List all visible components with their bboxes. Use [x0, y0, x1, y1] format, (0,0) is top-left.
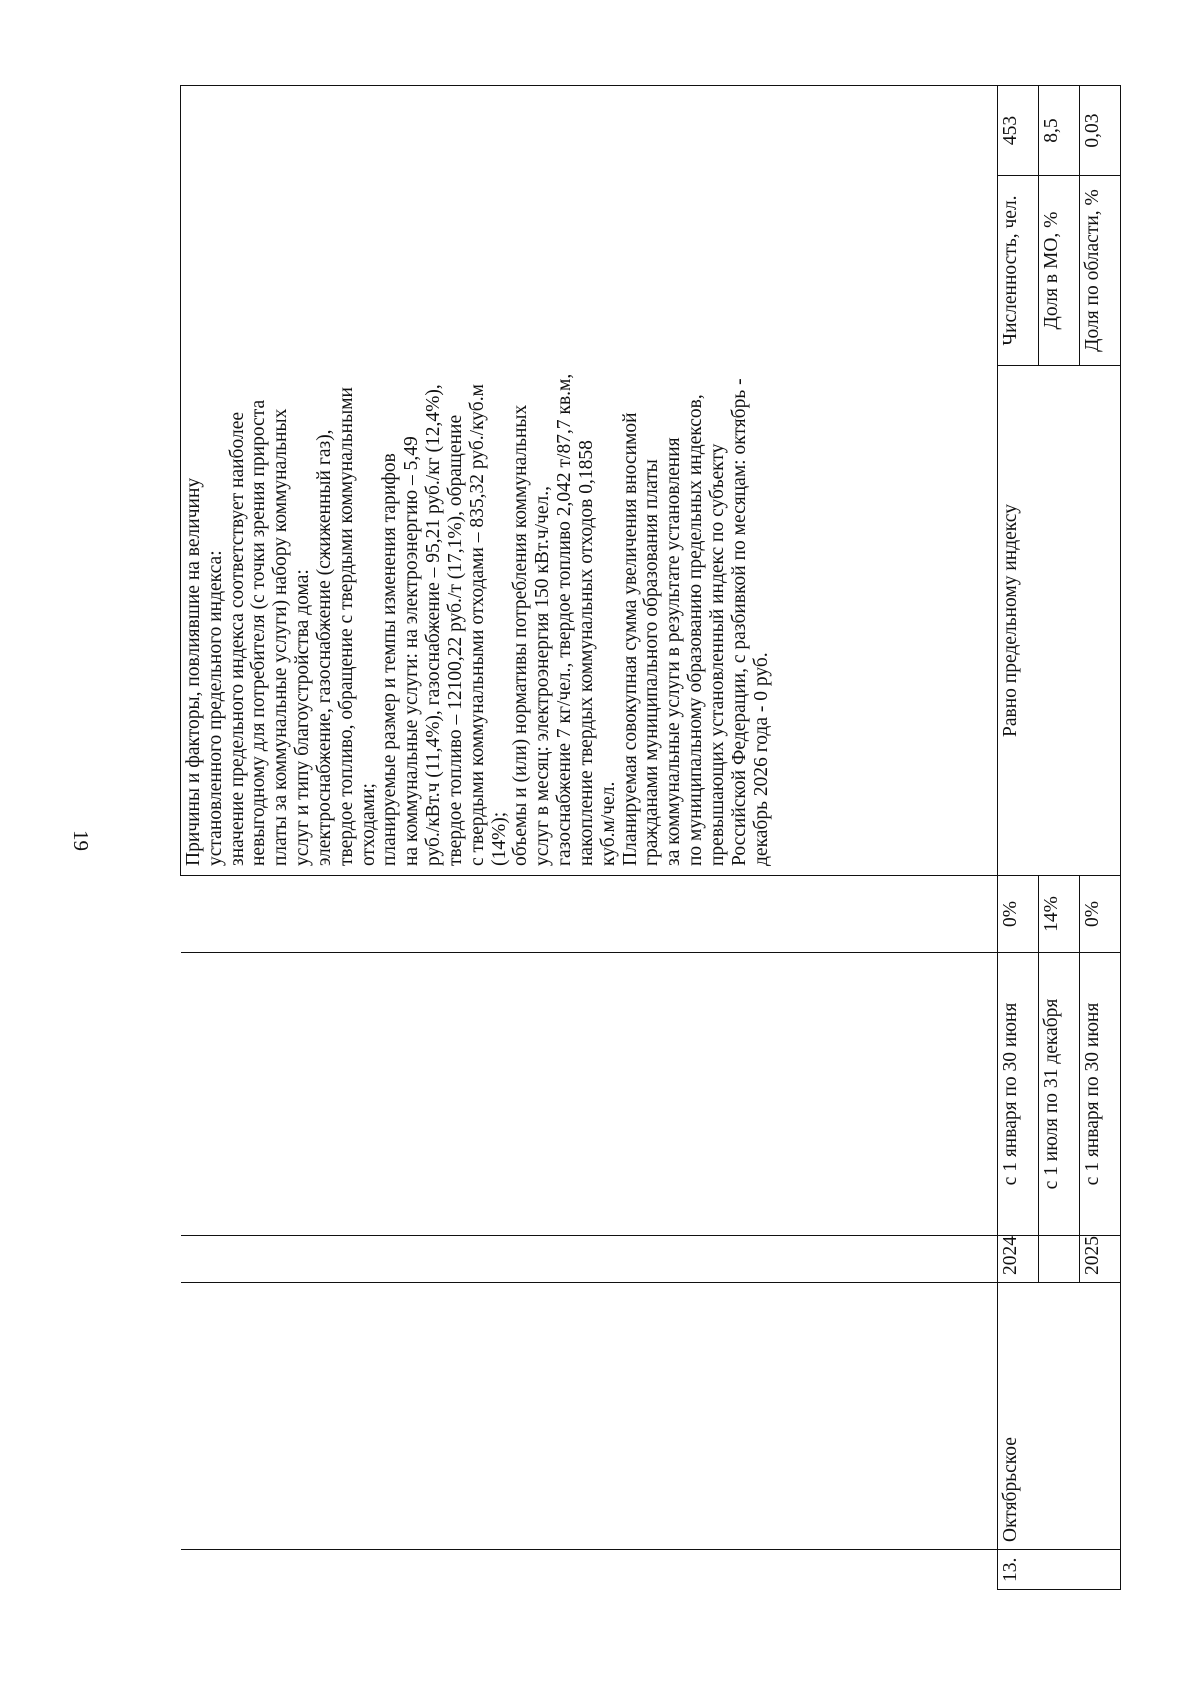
- description-line: услуг и типу благоустройства дома:: [292, 569, 314, 866]
- metric-label: Доля в МО, %: [1039, 176, 1080, 366]
- year-cell: 2024: [998, 1236, 1039, 1283]
- description-line: планируемые размер и темпы изменения тарифов: [379, 453, 401, 866]
- description-line: на коммунальные услуги: на электроэнергию – 5,49: [401, 436, 423, 866]
- blank-cell: [181, 1283, 998, 1550]
- description-line: декабрь 2026 года - 0 руб.: [750, 652, 772, 866]
- description-line: установленного предельного индекса:: [204, 550, 226, 866]
- description-line: объемы и (или) нормативы потребления коммунальных: [510, 404, 532, 866]
- description-line: превышающих установленный индекс по субъекту: [706, 443, 728, 866]
- equal-label: Равно предельному индексу: [998, 366, 1121, 876]
- description-line: Российской Федерации, с разбивкой по месяцам: октябрь -: [728, 378, 750, 866]
- blank-cell: [181, 1236, 998, 1283]
- description-line: по муниципальному образованию предельных индексов,: [685, 394, 707, 866]
- percent-cell: 0%: [998, 876, 1039, 953]
- metric-value: 453: [998, 86, 1039, 176]
- description-line: отходами;: [357, 783, 379, 866]
- description-text: [183, 94, 772, 866]
- description-line: руб./кВт.ч (11,4%), газоснабжение – 95,21 руб./кг (12,4%),: [423, 384, 445, 866]
- year-cell: 2025: [1080, 1236, 1121, 1283]
- description-line: невыгодному для потребителя (с точки зрения прироста: [248, 399, 270, 866]
- percent-cell: 14%: [1039, 876, 1080, 953]
- description-line: с твердыми коммунальными отходами – 835,32 руб./куб.м: [466, 384, 488, 866]
- description-line: услуг в месяц: электроэнергия 150 кВт.ч/чел.,: [532, 486, 554, 866]
- description-line: платы за коммунальные услуги) набору коммунальных: [270, 408, 292, 866]
- year-cell: [1039, 1236, 1080, 1283]
- blank-cell: [181, 876, 998, 953]
- period-cell: с 1 января по 30 июня: [1080, 953, 1121, 1236]
- description-line: гражданами муниципального образования платы: [641, 459, 663, 866]
- description-line: (14%);: [488, 811, 510, 866]
- municipality-name: Октябрьское: [998, 1283, 1121, 1550]
- blank-cell: [181, 953, 998, 1236]
- rotated-table-container: [180, 85, 1103, 1590]
- description-line: значение предельного индекса соответствует наиболее: [226, 411, 248, 866]
- description-line: куб.м/чел.: [597, 781, 619, 866]
- description-line: за коммунальные услуги в результате установления: [663, 437, 685, 866]
- period-cell: с 1 июля по 31 декабря: [1039, 953, 1080, 1236]
- index-table: [180, 85, 1121, 1590]
- page-number: 19: [69, 830, 93, 851]
- period-cell: с 1 января по 30 июня: [998, 953, 1039, 1236]
- description-cell: [181, 86, 998, 876]
- table-row: [998, 86, 1039, 1590]
- metric-label: Доля по области, %: [1080, 176, 1121, 366]
- description-line: электроснабжение, газоснабжение (сжиженный газ),: [313, 429, 335, 866]
- description-line: Планируемая совокупная сумма увеличения вносимой: [619, 412, 641, 866]
- description-line: накопление твердых коммунальных отходов 0,1858: [575, 440, 597, 866]
- blank-cell: [181, 1550, 998, 1590]
- description-line: твердое топливо, обращение с твердыми коммунальными: [335, 387, 357, 866]
- row-number: 13.: [998, 1550, 1121, 1590]
- description-line: газоснабжение 7 кг/чел., твердое топливо 2,042 т/87,7 кв.м,: [554, 373, 576, 866]
- description-row: [181, 86, 998, 1590]
- description-line: твердое топливо – 12100,22 руб./т (17,1%), обращение: [444, 414, 466, 866]
- metric-value: 0,03: [1080, 86, 1121, 176]
- percent-cell: 0%: [1080, 876, 1121, 953]
- description-line: Причины и факторы, повлиявшие на величину: [183, 477, 204, 866]
- metric-label: Численность, чел.: [998, 176, 1039, 366]
- metric-value: 8,5: [1039, 86, 1080, 176]
